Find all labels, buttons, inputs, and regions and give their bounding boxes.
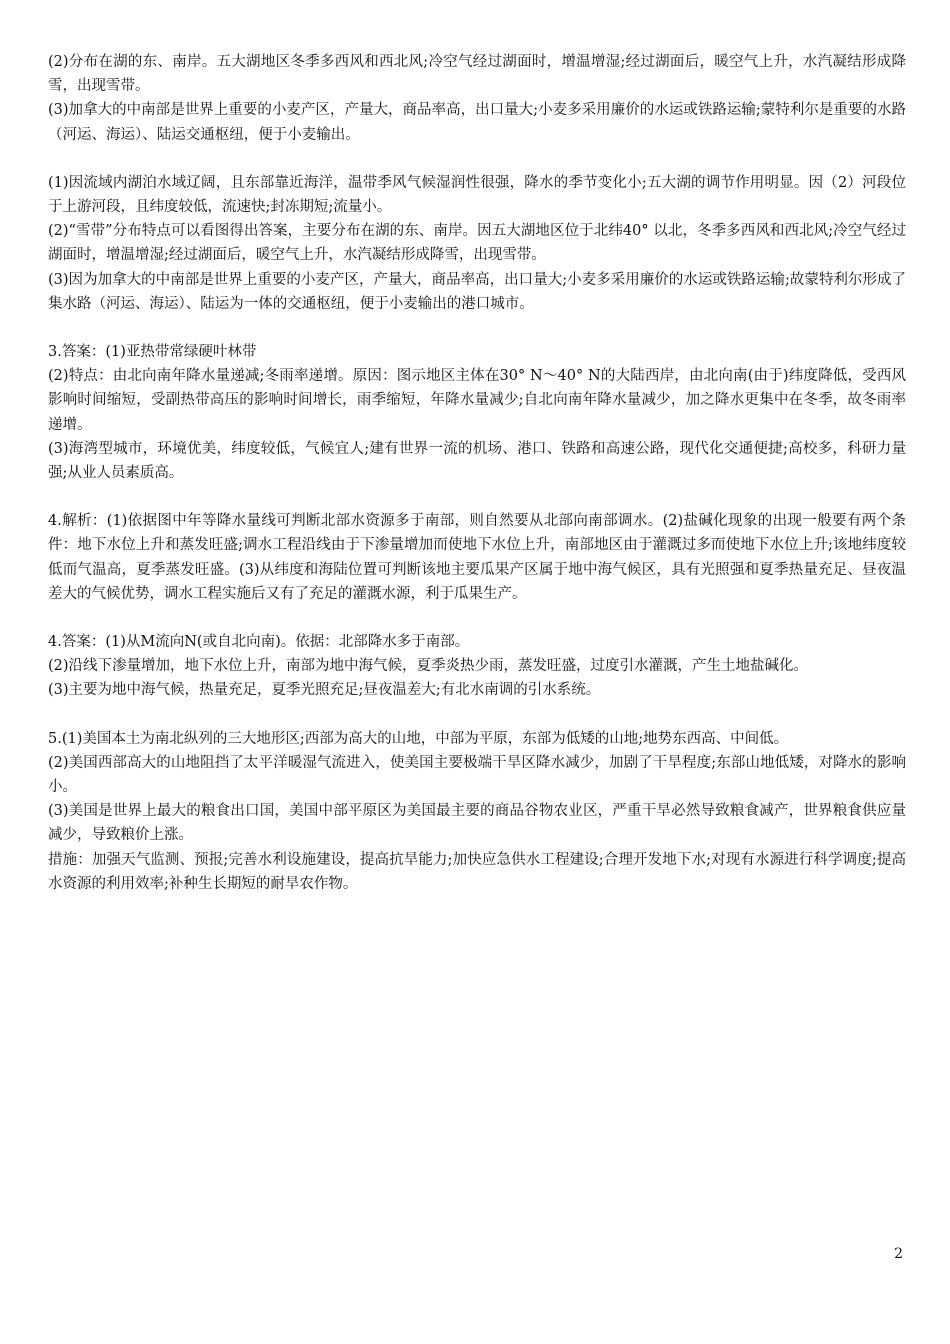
page-number: 2 [894, 1246, 903, 1262]
paragraph: (2)沿线下渗量增加，地下水位上升，南部为地中海气候，夏季炎热少雨，蒸发旺盛，过度引水灌溉，产生土地盐碱化。 [48, 658, 809, 675]
paragraph-gap [48, 703, 906, 727]
paragraph: 5.(1)美国本土为南北纵列的三大地形区;西部为高大的山地，中部为平原，东部为低矮的山地;地势东西高、中间低。 [48, 730, 789, 747]
paragraph: (2)分布在湖的东、南岸。五大湖地区冬季多西风和西北风;冷空气经过湖面时，增温增湿;经过湖面后，暖空气上升，水汽凝结形成降雪，出现雪带。 [48, 54, 906, 95]
paragraph: (2)“雪带”分布特点可以看图得出答案，主要分布在湖的东、南岸。因五大湖地区位于北纬40° 以北，冬季多西风和西北风;冷空气经过湖面时，增温增湿;经过湖面后，暖空气上升，水汽凝结形成降雪，出现雪带。 [48, 223, 906, 264]
analysis-block-4 [48, 509, 906, 606]
paragraph-gap [48, 485, 906, 509]
answer-block-5 [48, 727, 906, 896]
paragraph: (3)加拿大的中南部是世界上重要的小麦产区，产量大，商品率高，出口量大;小麦多采用廉价的水运或铁路运输;蒙特利尔是重要的水路（河运、海运）、陆运交通枢纽，便于小麦输出。 [48, 102, 906, 143]
paragraph-gap [48, 316, 906, 340]
paragraph: (3)海湾型城市，环境优美，纬度较低，气候宜人;建有世界一流的机场、港口、铁路和高速公路，现代化交通便捷;高校多，科研力量强;从业人员素质高。 [48, 440, 906, 482]
paragraph: (3)因为加拿大的中南部是世界上重要的小麦产区，产量大，商品率高，出口量大;小麦多采用廉价的水运或铁路运输;故蒙特利尔形成了集水路（河运、海运）、陆运为一体的交通枢纽，便于小麦输出的港口城市。 [48, 271, 906, 312]
paragraph: (2)美国西部高大的山地阻挡了太平洋暖湿气流进入，使美国主要极端干旱区降水减少，加剧了干旱程度;东部山地低矮，对降水的影响小。 [48, 754, 906, 796]
paragraph: 4.解析：(1)依据图中年等降水量线可判断北部水资源多于南部，则自然要从北部向南部调水。(2)盐碱化现象的出现一般要有两个条件：地下水位上升和蒸发旺盛;调水工程沿线由于下渗量增加而使地下水位上升，南部地区由于灌溉过多而使地下水位上升;该地纬度较低而气温高，夏季蒸发旺盛。(3)从纬度和海陆位置可判断该地主要瓜果产区属于地中海气候区，具有光照强和夏季热量充足、昼夜温差大的气候优势，调水工程实施后又有了充足的灌溉水源，利于瓜果生产。 [48, 513, 906, 602]
paragraph: 3.答案：(1)亚热带常绿硬叶林带 [48, 344, 257, 361]
paragraph: 4.答案：(1)从M流向N(或自北向南)。依据：北部降水多于南部。 [48, 634, 470, 651]
paragraph: 措施：加强天气监测、预报;完善水利设施建设，提高抗旱能力;加快应急供水工程建设;合理开发地下水;对现有水源进行科学调度;提高水资源的利用效率;补种生长期短的耐旱农作物。 [48, 851, 906, 892]
paragraph: (3)主要为地中海气候，热量充足，夏季光照充足;昼夜温差大;有北水南调的引水系统。 [48, 682, 601, 699]
answer-block-4 [48, 630, 906, 703]
answer-block-2 [48, 171, 906, 316]
document-page [48, 50, 906, 896]
paragraph: (1)因流域内湖泊水域辽阔，且东部靠近海洋，温带季风气候湿润性很强，降水的季节变化小;五大湖的调节作用明显。因（2）河段位于上游河段，且纬度较低，流速快;封冻期短;流量小。 [48, 174, 906, 216]
answer-block-1 [48, 50, 906, 147]
paragraph-gap [48, 147, 906, 171]
paragraph-gap [48, 606, 906, 630]
answer-block-3 [48, 340, 906, 485]
paragraph: (2)特点：由北向南年降水量递减;冬雨率递增。原因：图示地区主体在30° N～40° N的大陆西岸，由北向南(由于)纬度降低，受西风影响时间缩短，受副热带高压的影响时间增长，雨季缩短，年降水量减少;自北向南年降水量减少，加之降水更集中在冬季，故冬雨率递增。 [48, 368, 906, 433]
paragraph: (3)美国是世界上最大的粮食出口国，美国中部平原区为美国最主要的商品谷物农业区，严重干旱必然导致粮食减产，世界粮食供应量减少，导致粮价上涨。 [48, 803, 906, 844]
